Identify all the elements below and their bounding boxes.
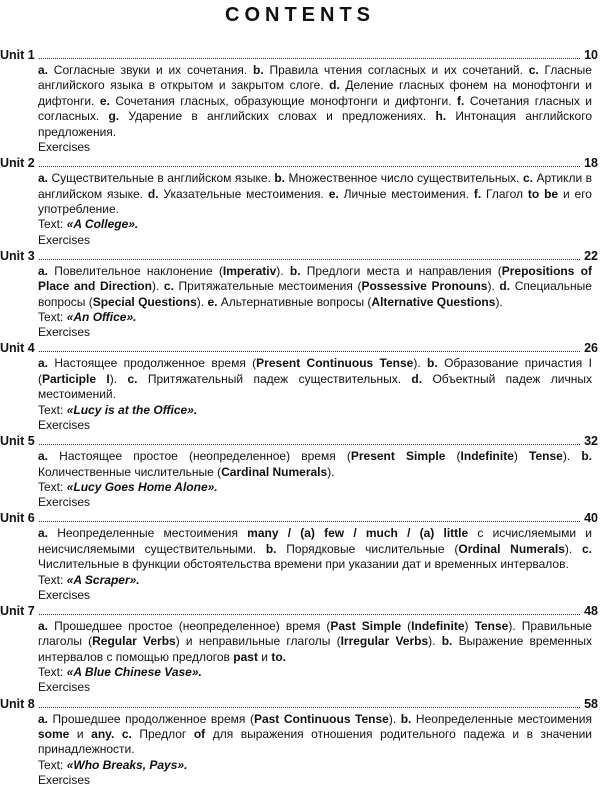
topic-text-run: Множественное число существительных. [285,171,523,186]
topic-bold-run: any. c. [91,726,132,741]
toc-entry [0,603,600,696]
topic-text-run: Специальные вопросы ( [38,279,592,309]
topic-text-run: ). Правильные глаголы ( [38,618,592,649]
topic-bold-run: Prepositions of Place and Direction [38,263,592,294]
text-title[interactable]: «A College». [66,217,139,232]
text-title[interactable]: «An Office». [66,310,137,325]
topic-bold-run: b. [441,634,453,649]
text-title[interactable]: «A Blue Chinese Vase». [66,665,202,680]
topic-text-run: ( [401,618,412,633]
reading-text-line [38,403,592,418]
topic-bold-run: Possessive Pronouns [361,279,488,294]
topic-bold-run: d. [499,279,511,294]
text-label: Text: [38,665,67,680]
topic-text-run: Гласные английского языка в открытом и закрытом слоге. [38,63,592,93]
reading-text-line [38,758,592,773]
topic-bold-run: c. [127,371,138,386]
dot-leader [39,614,580,615]
topic-bold-run: Tense [474,618,509,633]
unit-title: Unit 3 [0,248,35,263]
topic-bold-run: Tense [529,449,563,464]
text-label: Text: [38,479,67,494]
topic-bold-run: past [233,649,258,664]
exercises-label[interactable]: Exercises [38,587,91,602]
topic-text-run: Личные местоимения. [338,186,474,201]
topic-bold-run: Indefinite [411,618,465,633]
topic-text-run: Повелительное наклонение ( [48,263,223,278]
topic-text-run: Объектный падеж личных местоимений. [38,371,592,402]
topic-bold-run: d. [329,78,340,93]
exercises-label[interactable]: Exercises [38,417,91,432]
toc-entry [0,155,600,248]
toc-entry-header[interactable] [0,696,600,712]
text-label: Text: [38,402,67,417]
toc-entry-header[interactable] [0,155,600,171]
topic-bold-run: Past Continuous Tense [253,711,389,726]
exercises-label[interactable]: Exercises [38,680,91,695]
page-number: 22 [584,248,598,263]
text-title[interactable]: «A Scraper». [66,572,140,587]
topic-bold-run: d. [411,371,423,386]
reading-text-line [38,665,592,680]
topic-bold-run: g. [108,109,120,124]
unit-topics [38,356,592,402]
topic-bold-run: f. [457,93,465,108]
unit-title: Unit 1 [0,48,35,62]
toc-entry [0,433,600,510]
topic-bold-run: Present Simple [350,449,446,464]
dot-leader [39,707,580,708]
text-label: Text: [38,217,67,232]
unit-title: Unit 7 [0,603,35,618]
topic-text-run: и [257,649,272,664]
text-title[interactable]: «Lucy is at the Office». [66,402,198,417]
topic-text-run: Существительные в английском языке. [48,171,275,186]
topic-text-run: ). [388,711,401,726]
topic-bold-run: a. [38,263,49,278]
text-label: Text: [38,310,67,325]
toc-entry-header[interactable] [0,603,600,619]
topic-bold-run: c. [163,279,174,294]
dot-leader [39,259,580,260]
toc-entry [0,248,600,341]
toc-list [0,47,600,788]
unit-topics [38,63,592,140]
topic-bold-run: some [38,726,70,741]
exercises-label[interactable]: Exercises [38,140,91,155]
dot-leader [39,521,580,522]
unit-topics [38,526,592,572]
topic-text-run: Числительные в функции обстоятельства времени при указании дат и временных интервалов. [38,557,569,572]
topic-bold-run: b. [581,449,592,464]
page-title: CONTENTS [225,4,375,26]
page-number: 10 [584,48,598,62]
topic-text-run: Глагол [481,186,528,201]
toc-entry [0,696,600,789]
exercises-label[interactable]: Exercises [38,232,91,247]
toc-entry [0,340,600,433]
text-label: Text: [38,572,67,587]
toc-entry-header[interactable] [0,248,600,264]
topic-text-run: Порядковые числительные ( [276,541,459,556]
page-number: 48 [584,603,598,618]
reading-text-line [38,310,592,325]
unit-title: Unit 6 [0,511,35,526]
topic-bold-run: a. [38,526,49,541]
topic-text-run: ). [562,449,582,464]
topic-bold-run: c. [528,63,539,77]
topic-bold-run: Participle I [42,371,110,386]
topic-bold-run: Past Simple [330,618,402,633]
topic-bold-run: many / (a) few / much / (a) little [247,526,469,541]
topic-bold-run: c. [582,541,593,556]
topic-text-run: ). [276,263,290,278]
topic-text-run: Ударение в английских словах и предложениях. [119,109,436,124]
topic-text-run: ). [327,464,335,479]
topic-text-run: Интонация английского предложения. [38,109,592,139]
topic-text-run: Сочетания гласных и согласных. [38,93,592,124]
topic-text-run: Деление гласных фонем на монофтонги и дифтонги. [38,78,593,108]
topic-text-run: Прошедшее простое (неопределенное) время ( [48,618,331,633]
topic-text-run: ). [564,541,582,556]
topic-text-run: ). [428,634,442,649]
topic-bold-run: Regular Verbs [92,634,176,649]
topic-bold-run: Imperativ [222,263,277,278]
toc-entry-header[interactable] [0,510,600,526]
topic-text-run: Неопределенные местоимения [411,711,592,726]
dot-leader [39,166,580,167]
topic-text-run: Предлог [131,726,194,741]
dot-leader [39,58,580,59]
unit-topics [38,619,592,665]
topic-bold-run: of [193,726,206,741]
topic-text-run: ) [464,618,475,633]
topic-bold-run: to be [527,186,559,201]
topic-bold-run: Cardinal Numerals [221,464,328,479]
topic-bold-run: a. [38,449,49,464]
topic-text-run: с исчисляемыми и неисчисляемыми существительными. [38,526,592,556]
page-number: 26 [584,341,598,356]
topic-bold-run: Alternative Questions [371,294,496,309]
topic-bold-run: a. [38,171,49,186]
toc-entry [0,47,600,155]
topic-text-run: Количественные числительные ( [38,464,222,479]
topic-text-run: ). [495,294,503,309]
toc-entry-header[interactable] [0,433,600,449]
topic-bold-run: b. [289,263,301,278]
topic-bold-run: Ordinal Numerals [458,541,565,556]
topic-text-run: Правила чтения согласных и их сочетаний. [263,63,529,77]
exercises-label[interactable]: Exercises [38,325,91,340]
topic-text-run: и его употребление. [38,186,592,217]
topic-text-run: Альтернативные вопросы ( [217,294,372,309]
unit-title: Unit 8 [0,696,35,711]
text-label: Text: [38,757,67,772]
topic-bold-run: a. [38,356,49,371]
topic-text-run: ). [196,294,208,309]
reading-text-line [38,480,592,495]
topic-text-run: Образование причастия I ( [38,356,592,386]
topic-bold-run: f. [473,186,482,201]
topic-text-run: ) [513,449,530,464]
page-number: 18 [584,156,598,171]
topic-text-run: Притяжательные местоимения ( [173,279,362,294]
toc-entry-header[interactable] [0,340,600,356]
topic-bold-run: Present Continuous Tense [256,356,414,371]
topic-bold-run: b. [274,171,285,186]
topic-bold-run: b. [427,356,438,371]
topic-text-run: Артикли в английском языке. [38,171,592,201]
topic-text-run: Предлоги места и направления ( [300,263,502,278]
topic-bold-run: a. [38,63,49,77]
unit-title: Unit 5 [0,434,35,449]
topic-text-run: ). [413,356,428,371]
topic-text-run: Выражение временных интервалов с помощью предлогов [38,634,593,664]
topic-text-run: ). [487,279,500,294]
dot-leader [39,351,580,352]
topic-bold-run: Indefinite [460,449,514,464]
topic-bold-run: d. [147,186,159,201]
topic-bold-run: c. [522,171,533,186]
topic-text-run: Притяжательный падеж существительных. [137,371,412,386]
page-number: 58 [584,696,598,711]
topic-text-run: Прошедшее продолженное время ( [48,711,254,726]
topic-text-run: ) и неправильные глаголы ( [175,634,341,649]
topic-bold-run: Special Questions [92,294,197,309]
topic-text-run: для выражения отношения родительного падежа и в значении принадлежности. [38,726,592,757]
page-number: 32 [584,434,598,449]
topic-text-run: Настоящее продолженное время ( [48,356,257,371]
exercises-label[interactable]: Exercises [38,495,91,510]
topic-text-run: Сочетания гласных, образующие монофтонги и дифтонги. [109,93,458,108]
reading-text-line [38,217,592,232]
toc-entry [0,510,600,603]
topic-bold-run: to. [271,649,286,664]
topic-bold-run: b. [253,63,264,77]
contents-page [0,4,600,804]
topic-bold-run: Irregular Verbs [340,634,429,649]
topic-text-run: ( [445,449,461,464]
topic-bold-run: e. [207,294,218,309]
toc-entry-header[interactable] [0,47,600,63]
topic-text-run: и [69,726,92,741]
text-title[interactable]: «Who Breaks, Pays». [66,757,188,772]
topic-text-run: Неопределенные местоимения [48,526,248,541]
topic-text-run: Согласные звуки и их сочетания. [48,63,254,77]
topic-text-run: Указательные местоимения. [158,186,329,201]
text-title[interactable]: «Lucy Goes Home Alone». [66,479,218,494]
topic-bold-run: e. [328,186,339,201]
exercises-label[interactable]: Exercises [38,773,91,787]
topic-text-run: Настоящее простое (неопределенное) время ( [48,449,351,464]
page-number: 40 [584,511,598,526]
topic-text-run: ). [151,279,164,294]
topic-bold-run: h. [435,109,447,124]
topic-bold-run: b. [265,541,277,556]
unit-topics [38,171,592,217]
topic-bold-run: e. [99,93,110,108]
topic-bold-run: a. [38,711,49,726]
unit-title: Unit 4 [0,341,35,356]
unit-topics [38,449,592,480]
unit-topics [38,712,592,758]
topic-bold-run: b. [400,711,412,726]
topic-text-run: ). [109,371,128,386]
dot-leader [39,444,580,445]
unit-topics [38,264,592,310]
unit-title: Unit 2 [0,156,35,171]
reading-text-line [38,573,592,588]
topic-bold-run: a. [38,618,49,633]
